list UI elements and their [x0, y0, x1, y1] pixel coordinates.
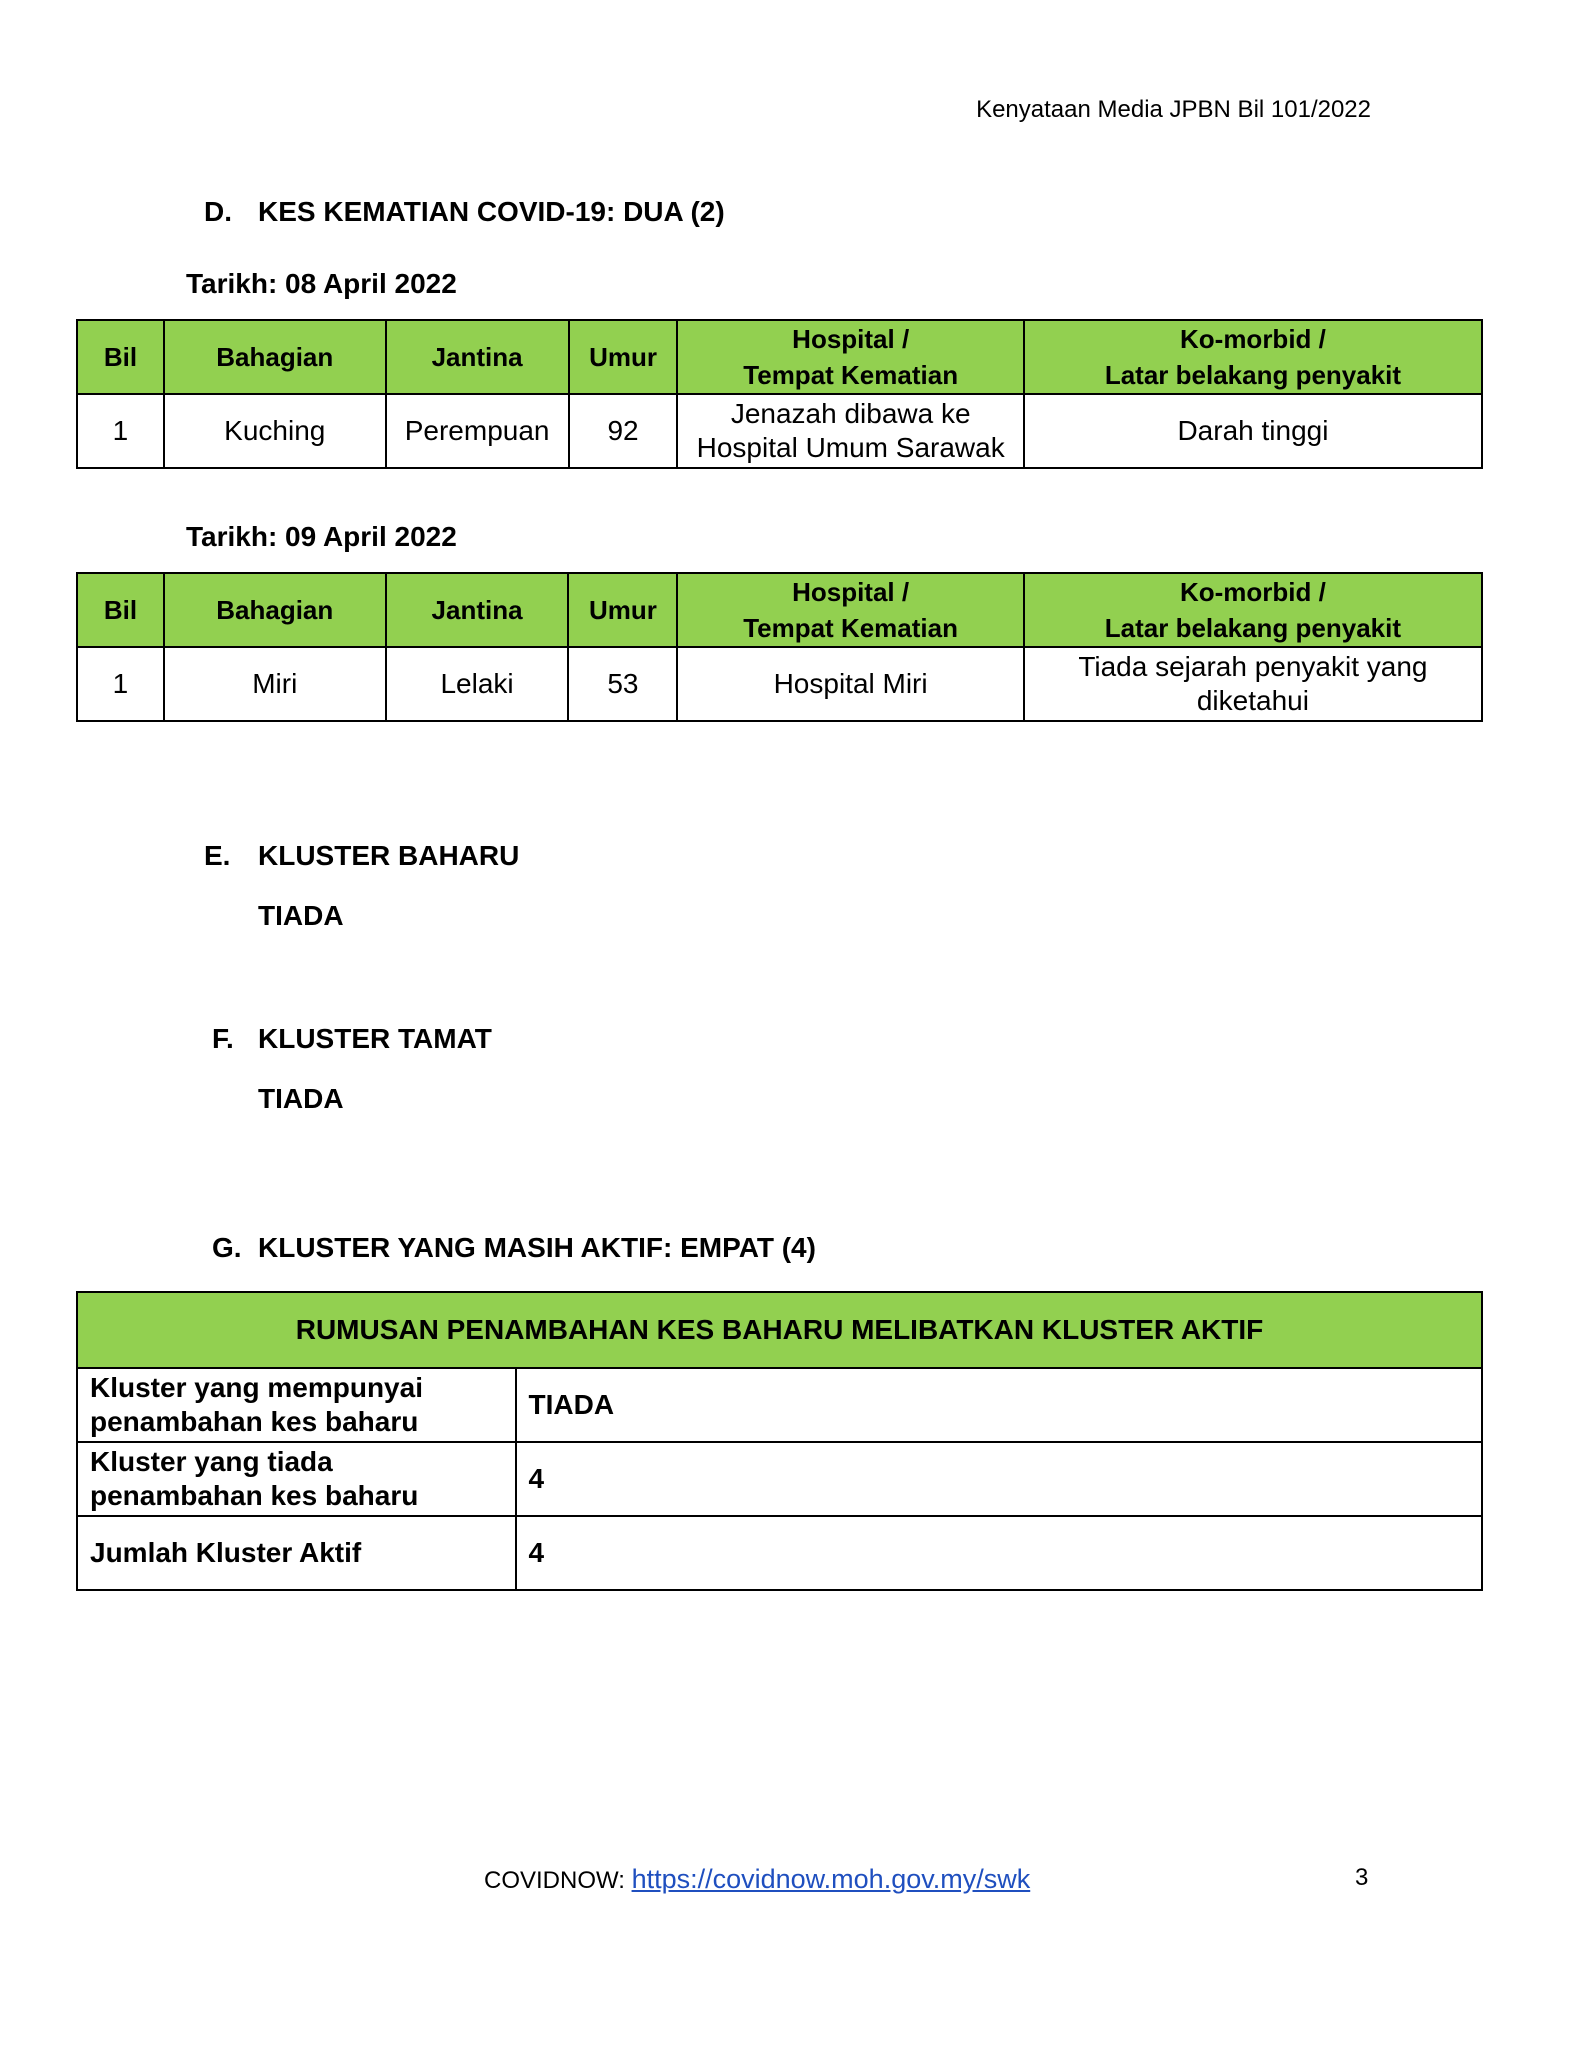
col-header-bil: Bil: [77, 573, 164, 647]
footer-prefix: COVIDNOW:: [484, 1867, 632, 1894]
table-header-row: [77, 320, 1482, 394]
row-value: 4: [516, 1442, 1482, 1516]
section-g-letter: G.: [212, 1232, 242, 1263]
date-label-1: Tarikh: 08 April 2022: [186, 268, 457, 299]
table-row: [77, 1442, 1482, 1516]
cell-bil: 1: [77, 647, 164, 721]
page-number: 3: [1355, 1864, 1369, 1891]
row-value: TIADA: [516, 1368, 1482, 1442]
row-value: 4: [516, 1516, 1482, 1590]
cell-bahagian: Miri: [164, 647, 386, 721]
footer: [484, 1864, 1030, 1895]
table-header-row: [77, 573, 1482, 647]
cell-umur: 92: [569, 394, 678, 468]
covidnow-link[interactable]: https://covidnow.moh.gov.my/swk: [631, 1864, 1031, 1894]
cell-umur: 53: [568, 647, 677, 721]
section-f-value: TIADA: [258, 1083, 344, 1114]
section-g-heading: KLUSTER YANG MASIH AKTIF: EMPAT (4): [258, 1232, 816, 1263]
col-header-komorbid: Ko-morbid / Latar belakang penyakit: [1024, 320, 1482, 394]
deaths-table-2: [76, 572, 1483, 722]
section-e-heading: KLUSTER BAHARU: [258, 840, 520, 871]
cell-komorbid: Tiada sejarah penyakit yang diketahui: [1024, 647, 1482, 721]
col-header-bahagian: Bahagian: [164, 320, 386, 394]
row-label: Kluster yang mempunyai penambahan kes baharu: [77, 1368, 516, 1442]
table-row: [77, 1368, 1482, 1442]
cell-bahagian: Kuching: [164, 394, 386, 468]
document-reference: Kenyataan Media JPBN Bil 101/2022: [976, 96, 1371, 123]
col-header-bahagian: Bahagian: [164, 573, 386, 647]
col-header-hospital: Hospital / Tempat Kematian: [677, 320, 1023, 394]
section-f-title: [212, 1023, 492, 1055]
section-d-letter: D.: [204, 196, 232, 227]
section-f-letter: F.: [212, 1023, 234, 1054]
cell-jantina: Perempuan: [386, 394, 569, 468]
col-header-jantina: Jantina: [386, 573, 569, 647]
col-header-hospital: Hospital / Tempat Kematian: [677, 573, 1023, 647]
table-header-row: [77, 1292, 1482, 1368]
col-header-bil: Bil: [77, 320, 164, 394]
table-row: [77, 647, 1482, 721]
section-f-heading: KLUSTER TAMAT: [258, 1023, 492, 1054]
cell-jantina: Lelaki: [386, 647, 569, 721]
col-header-jantina: Jantina: [386, 320, 569, 394]
clusters-table-header: RUMUSAN PENAMBAHAN KES BAHARU MELIBATKAN KLUSTER AKTIF: [77, 1292, 1482, 1368]
table-row: [77, 394, 1482, 468]
active-clusters-table: [76, 1291, 1483, 1591]
section-d-heading: KES KEMATIAN COVID-19: DUA (2): [258, 196, 725, 227]
section-e-letter: E.: [204, 840, 231, 871]
section-e-value: TIADA: [258, 900, 344, 931]
date-label-2: Tarikh: 09 April 2022: [186, 521, 457, 552]
col-header-umur: Umur: [569, 320, 678, 394]
row-label: Kluster yang tiada penambahan kes baharu: [77, 1442, 516, 1516]
cell-hospital: Hospital Miri: [677, 647, 1023, 721]
cell-hospital: Jenazah dibawa ke Hospital Umum Sarawak: [677, 394, 1023, 468]
cell-komorbid: Darah tinggi: [1024, 394, 1482, 468]
table-row: [77, 1516, 1482, 1590]
section-e-title: [204, 840, 519, 872]
section-g-title: [212, 1232, 816, 1264]
col-header-komorbid: Ko-morbid / Latar belakang penyakit: [1024, 573, 1482, 647]
col-header-umur: Umur: [568, 573, 677, 647]
row-label: Jumlah Kluster Aktif: [77, 1516, 516, 1590]
section-d-title: [204, 196, 725, 228]
deaths-table-1: [76, 319, 1483, 469]
cell-bil: 1: [77, 394, 164, 468]
